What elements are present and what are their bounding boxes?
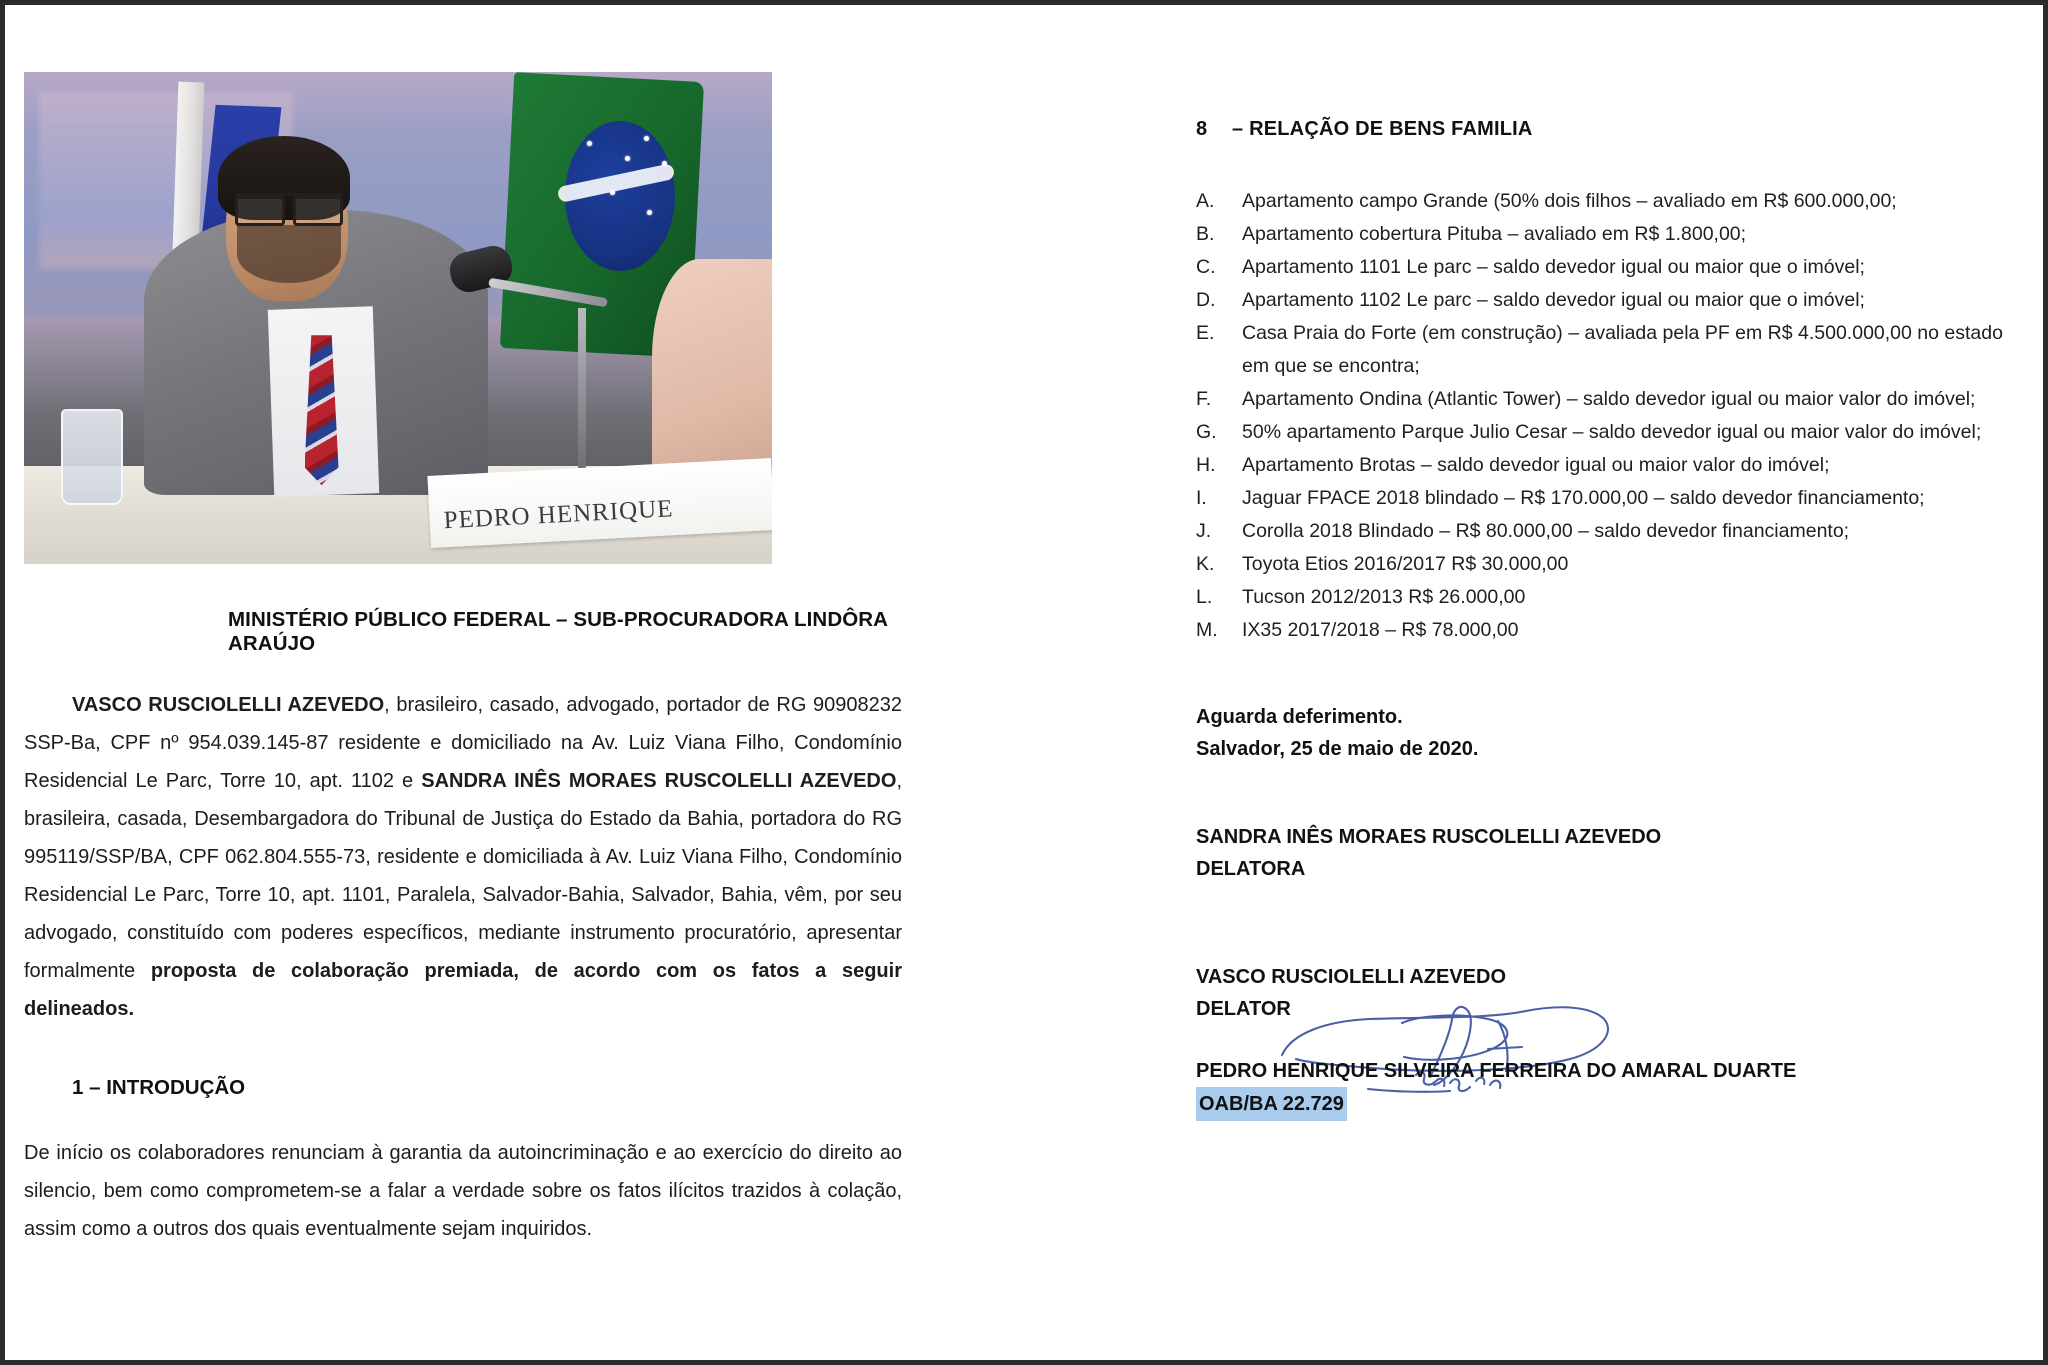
asset-letter: J. <box>1196 520 1212 542</box>
list-item <box>1196 185 2016 218</box>
qualification-text-1: , brasileiro, casado, advogado, portador de RG 90908232 SSP-Ba, CPF nº 954.039.145-87 residente e domiciliado na Av. Luiz Viana Filho, Condomínio Residencial Le Parc, Torre 10, apt. 1102 e <box>24 694 902 792</box>
list-item <box>1196 416 2016 449</box>
asset-text: Jaguar FPACE 2018 blindado – R$ 170.000,00 – saldo devedor financiamento; <box>1242 487 1925 509</box>
asset-letter: I. <box>1196 487 1207 509</box>
asset-letter: D. <box>1196 289 1216 311</box>
asset-text: Corolla 2018 Blindado – R$ 80.000,00 – saldo devedor financiamento; <box>1242 520 1850 542</box>
asset-text: 50% apartamento Parque Julio Cesar – saldo devedor igual ou maior valor do imóvel; <box>1242 421 1982 443</box>
section-title-bens <box>1196 118 2016 141</box>
nameplate-text: PEDRO HENRIQUE <box>442 495 674 535</box>
brazil-flag-star <box>625 156 630 161</box>
party-name-sandra: SANDRA INÊS MORAES RUSCOLELLI AZEVEDO <box>421 770 897 792</box>
signature-block-delator <box>1196 961 2016 1121</box>
list-item <box>1196 251 2016 284</box>
introducao-text: De início os colaboradores renunciam à garantia da autoincriminação e ao exercício do direito ao silencio, bem como comprometem-se a falar a verdade sobre os fatos ilícitos trazidos à colação, assim como a outros dos quais eventualmente sejam inquiridos. <box>24 1142 902 1240</box>
list-item <box>1196 317 2016 350</box>
oab-registration-highlight: OAB/BA 22.729 <box>1196 1087 1347 1121</box>
asset-text: Tucson 2012/2013 R$ 26.000,00 <box>1242 586 1526 608</box>
section-number: 8 <box>1196 118 1208 140</box>
right-column <box>1196 118 2016 1121</box>
list-item <box>1196 515 2016 548</box>
assets-list <box>1196 185 2016 647</box>
asset-letter: A. <box>1196 190 1215 212</box>
asset-letter: C. <box>1196 256 1216 278</box>
closing-block <box>1196 701 2016 765</box>
microphone-pole <box>578 308 586 468</box>
left-column <box>24 72 904 1248</box>
asset-text: Casa Praia do Forte (em construção) – avaliada pela PF em R$ 4.500.000,00 no estado <box>1242 322 2003 344</box>
party-name-vasco: VASCO RUSCIOLELLI AZEVEDO <box>72 694 385 716</box>
closing-line-place-date: Salvador, 25 de maio de 2020. <box>1196 738 1479 760</box>
hearing-photo <box>24 72 772 564</box>
list-item <box>1196 482 2016 515</box>
list-item <box>1196 581 2016 614</box>
asset-text-continuation: em que se encontra; <box>1242 355 1420 377</box>
document-heading: MINISTÉRIO PÚBLICO FEDERAL – SUB-PROCURADORA LINDÔRA ARAÚJO <box>228 608 888 655</box>
asset-letter: G. <box>1196 421 1217 443</box>
asset-letter: M. <box>1196 619 1218 641</box>
signatory-role-delator: DELATOR <box>1196 998 1291 1020</box>
asset-letter: L. <box>1196 586 1213 608</box>
water-glass <box>61 409 123 505</box>
page-edge-left <box>0 0 5 1365</box>
asset-letter: B. <box>1196 223 1215 245</box>
paragraph-introducao <box>24 1134 902 1248</box>
brazil-flag-star <box>644 136 649 141</box>
person-beard <box>237 225 341 283</box>
list-item <box>1196 614 2016 647</box>
asset-text: Apartamento Brotas – saldo devedor igual ou maior valor do imóvel; <box>1242 454 1830 476</box>
page-edge-top <box>0 0 2048 5</box>
signature-block-delatora <box>1196 821 2016 885</box>
proposal-statement: proposta de colaboração premiada, de acordo com os fatos a seguir delineados. <box>24 960 902 1020</box>
closing-line-deferimento: Aguarda deferimento. <box>1196 706 1403 728</box>
asset-text: Apartamento campo Grande (50% dois filhos – avaliado em R$ 600.000,00; <box>1242 190 1897 212</box>
signatory-role-delatora: DELATORA <box>1196 858 1306 880</box>
signatory-oab-line <box>1196 1087 2016 1121</box>
asset-text: IX35 2017/2018 – R$ 78.000,00 <box>1242 619 1519 641</box>
asset-text: Apartamento 1102 Le parc – saldo devedor igual ou maior que o imóvel; <box>1242 289 1865 311</box>
list-item <box>1196 218 2016 251</box>
section-heading-introducao: 1 – INTRODUÇÃO <box>72 1076 246 1099</box>
asset-letter: E. <box>1196 322 1215 344</box>
list-item <box>1196 383 2016 416</box>
list-item <box>1196 449 2016 482</box>
signatory-name-vasco: VASCO RUSCIOLELLI AZEVEDO <box>1196 966 1507 988</box>
asset-letter: K. <box>1196 553 1215 575</box>
asset-text: Apartamento 1101 Le parc – saldo devedor igual ou maior que o imóvel; <box>1242 256 1865 278</box>
section-title-text: – RELAÇÃO DE BENS FAMILIA <box>1232 118 1533 140</box>
asset-text: Apartamento Ondina (Atlantic Tower) – saldo devedor igual ou maior valor do imóvel; <box>1242 388 1976 410</box>
asset-letter: H. <box>1196 454 1216 476</box>
page-edge-bottom <box>0 1360 2048 1365</box>
list-item <box>1196 548 2016 581</box>
person-glasses <box>235 193 343 222</box>
asset-text: Toyota Etios 2016/2017 R$ 30.000,00 <box>1242 553 1569 575</box>
signatory-name-sandra: SANDRA INÊS MORAES RUSCOLELLI AZEVEDO <box>1196 826 1662 848</box>
qualification-text-2: , brasileira, casada, Desembargadora do Tribunal de Justiça do Estado da Bahia, portadora do RG 995119/SSP/BA, CPF 062.804.555-73, residente e domiciliada à Av. Luiz Viana Filho, Condomínio Residencial Le Parc, Torre 10, apt. 1101, Paralela, Salvador-Bahia, Salvador, Bahia, vêm, por seu advogado, constituído com poderes específicos, mediante instrumento procuratório, apresentar formalmente <box>24 770 902 982</box>
list-item <box>1196 284 2016 317</box>
signatory-name-pedro: PEDRO HENRIQUE SILVEIRA FERREIRA DO AMARAL DUARTE <box>1196 1060 1797 1082</box>
asset-text: Apartamento cobertura Pituba – avaliado em R$ 1.800,00; <box>1242 223 1747 245</box>
asset-letter: F. <box>1196 388 1212 410</box>
page-edge-right <box>2043 0 2048 1365</box>
paragraph-qualification <box>24 686 902 1028</box>
